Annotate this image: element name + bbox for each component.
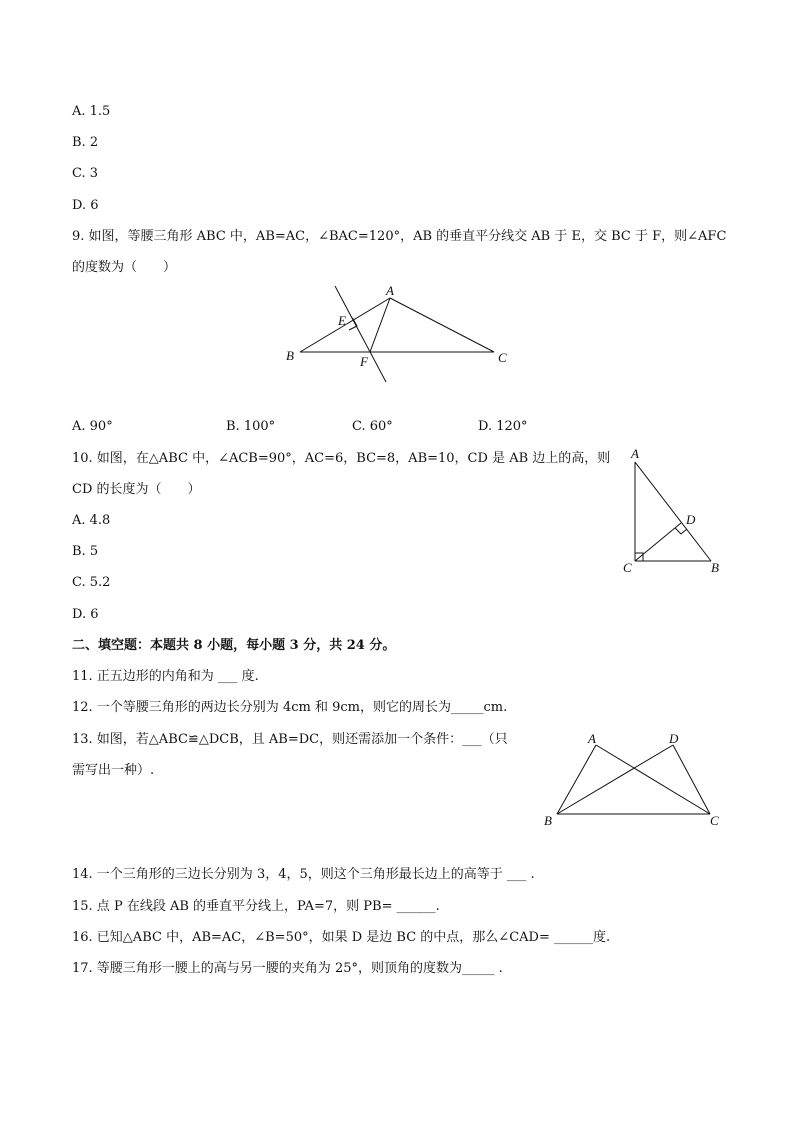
q10-option-d: D. 6: [72, 607, 99, 622]
q17-text: 17. 等腰三角形一腰上的高与另一腰的夹角为 25°，则顶角的度数为_____ .: [72, 961, 503, 976]
q14-text: 14. 一个三角形的三边长分别为 3，4，5，则这个三角形最长边上的高等于 ___ .: [72, 867, 535, 882]
q13-label-d: D: [669, 731, 679, 746]
q9-stem-line1: 9. 如图，等腰三角形 ABC 中，AB=AC，∠BAC=120°，AB 的垂直平分线交 AB 于 E，交 BC 于 F，则∠AFC: [72, 229, 727, 244]
q13-stem-line2: 需写出一种）.: [72, 763, 155, 778]
q9-segment-af: [370, 298, 390, 352]
q9-figure: [280, 280, 520, 390]
q13-label-c: C: [710, 813, 719, 828]
q8-option-a: A. 1.5: [72, 104, 111, 119]
q10-option-b: B. 5: [72, 544, 99, 559]
q8-option-b: B. 2: [72, 135, 99, 150]
q10-segment-cd: [635, 523, 681, 561]
q9-label-c: C: [498, 350, 507, 365]
q9-segment-ac: [390, 298, 494, 352]
q9-stem-line2: 的度数为（ ）: [72, 260, 177, 275]
q9-option-b: B. 100°: [226, 419, 276, 434]
q10-figure: [615, 445, 730, 580]
q9-right-angle-mark: [349, 318, 357, 330]
q10-right-angle-mark-d: [675, 528, 687, 534]
q9-option-c: C. 60°: [352, 419, 393, 434]
q10-label-c: C: [623, 560, 632, 575]
q9-options-row: [72, 419, 632, 437]
q11-text: 11. 正五边形的内角和为 ___ 度.: [72, 669, 259, 684]
q10-option-a: A. 4.8: [72, 513, 111, 528]
q16-text: 16. 已知△ABC 中，AB=AC，∠B=50°，如果 D 是边 BC 的中点，那么∠CAD= ______度.: [72, 930, 611, 945]
q10-stem-line2: CD 的长度为（ ）: [72, 482, 201, 497]
q13-segment-ac: [596, 745, 710, 814]
q9-label-e: E: [338, 313, 346, 328]
q13-label-a: A: [588, 731, 596, 746]
q13-figure: [540, 728, 730, 833]
q9-label-a: A: [386, 283, 394, 298]
section2-heading: 二、填空题：本题共 8 小题，每小题 3 分，共 24 分。: [72, 638, 396, 653]
q13-stem-line1: 13. 如图，若△ABC≌△DCB，且 AB=DC，则还需添加一个条件：___（只: [72, 732, 508, 747]
q13-segment-db: [557, 745, 673, 814]
q8-option-c: C. 3: [72, 166, 99, 181]
q8-option-d: D. 6: [72, 198, 99, 213]
q10-label-b: B: [711, 560, 719, 575]
q10-segment-ab: [635, 462, 711, 561]
q9-label-f: F: [360, 354, 368, 369]
q9-option-a: A. 90°: [72, 419, 113, 434]
q10-option-c: C. 5.2: [72, 575, 111, 590]
q15-text: 15. 点 P 在线段 AB 的垂直平分线上，PA=7，则 PB= ______.: [72, 899, 440, 914]
q9-label-b: B: [286, 348, 294, 363]
q10-label-d: D: [686, 512, 696, 527]
q9-option-d: D. 120°: [478, 419, 528, 434]
q13-segment-ab: [557, 745, 596, 814]
q13-segment-dc: [673, 745, 710, 814]
q13-label-b: B: [544, 813, 552, 828]
q10-label-a: A: [631, 446, 639, 461]
q12-text: 12. 一个等腰三角形的两边长分别为 4cm 和 9cm，则它的周长为_____cm.: [72, 700, 508, 715]
q10-stem-line1: 10. 如图，在△ABC 中，∠ACB=90°，AC=6，BC=8，AB=10，CD 是 AB 边上的高，则: [72, 451, 611, 466]
